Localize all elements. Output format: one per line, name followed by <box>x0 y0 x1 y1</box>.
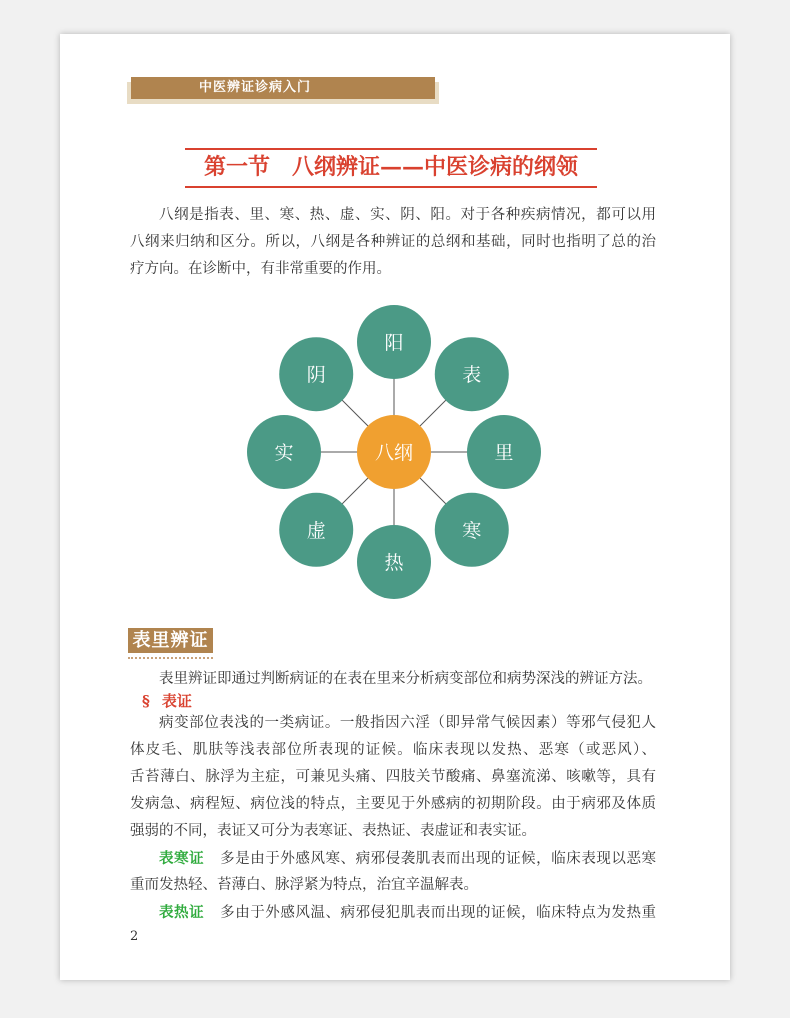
text-line: 强弱的不同，表证又可分为表寒证、表热证、表虚证和表实证。 <box>130 823 536 839</box>
running-header: 中医辨证诊病入门 <box>131 77 435 99</box>
term-text: 多由于外感风温、病邪侵犯肌表而出现的证候，临床特点为发热重 <box>220 905 657 921</box>
text-line: 发病急、病程短、病位浅的特点，主要见于外感病的初期阶段。由于病邪及体质 <box>130 796 656 812</box>
section-title: 第一节 八纲辨证——中医诊病的纲领 <box>203 154 578 180</box>
sub-heading-text: 表证 <box>161 692 192 710</box>
node-label: 里 <box>494 442 514 464</box>
text-line: 重而发热轻、苔薄白、脉浮紧为特点，治宜辛温解表。 <box>130 877 478 893</box>
subsection-intro <box>130 666 656 693</box>
text-line: 疗方向。在诊断中，有非常重要的作用。 <box>130 261 391 277</box>
text-line: 表里辨证即通过判断病证的在表在里来分析病变部位和病势深浅的辨证方法。 <box>159 671 652 687</box>
term-text: 多是由于外感风寒、病邪侵袭肌表而出现的证候，临床表现以恶寒 <box>220 851 657 867</box>
heading-dotted-rule <box>128 657 213 659</box>
node-label: 热 <box>384 552 404 574</box>
section-marker: § <box>142 692 150 710</box>
node-label: 阴 <box>306 364 326 387</box>
biaozheng-paragraph <box>130 710 656 926</box>
subsection-heading: 表里辨证 <box>128 628 213 653</box>
node-label: 阳 <box>384 332 404 354</box>
node-label: 寒 <box>462 519 482 542</box>
node-label: 实 <box>274 442 294 464</box>
text-line <box>130 845 656 872</box>
sub-heading <box>142 690 204 711</box>
text-line: 八纲来归纳和区分。所以，八纲是各种辨证的总纲和基础，同时也指明了总的治 <box>130 234 656 250</box>
center-label: 八纲 <box>374 442 414 464</box>
term-label: 表热证 <box>159 904 205 921</box>
node-label: 虚 <box>306 519 326 542</box>
term-label: 表寒证 <box>159 850 205 867</box>
page-number: 2 <box>130 929 139 944</box>
text-line: 八纲是指表、里、寒、热、虚、实、阴、阳。对于各种疾病情况，都可以用 <box>159 207 656 223</box>
text-line <box>130 899 656 926</box>
text-line: 舌苔薄白、脉浮为主症，可兼见头痛、四肢关节酸痛、鼻塞流涕、咳嗽等，具有 <box>130 769 656 785</box>
node-label: 表 <box>462 364 482 387</box>
text-line: 病变部位表浅的一类病证。一般指因六淫（即异常气候因素）等邪气侵犯人 <box>159 715 656 731</box>
text-line: 体皮毛、肌肤等浅表部位所表现的证候。临床表现以发热、恶寒（或恶风）、 <box>130 742 656 758</box>
